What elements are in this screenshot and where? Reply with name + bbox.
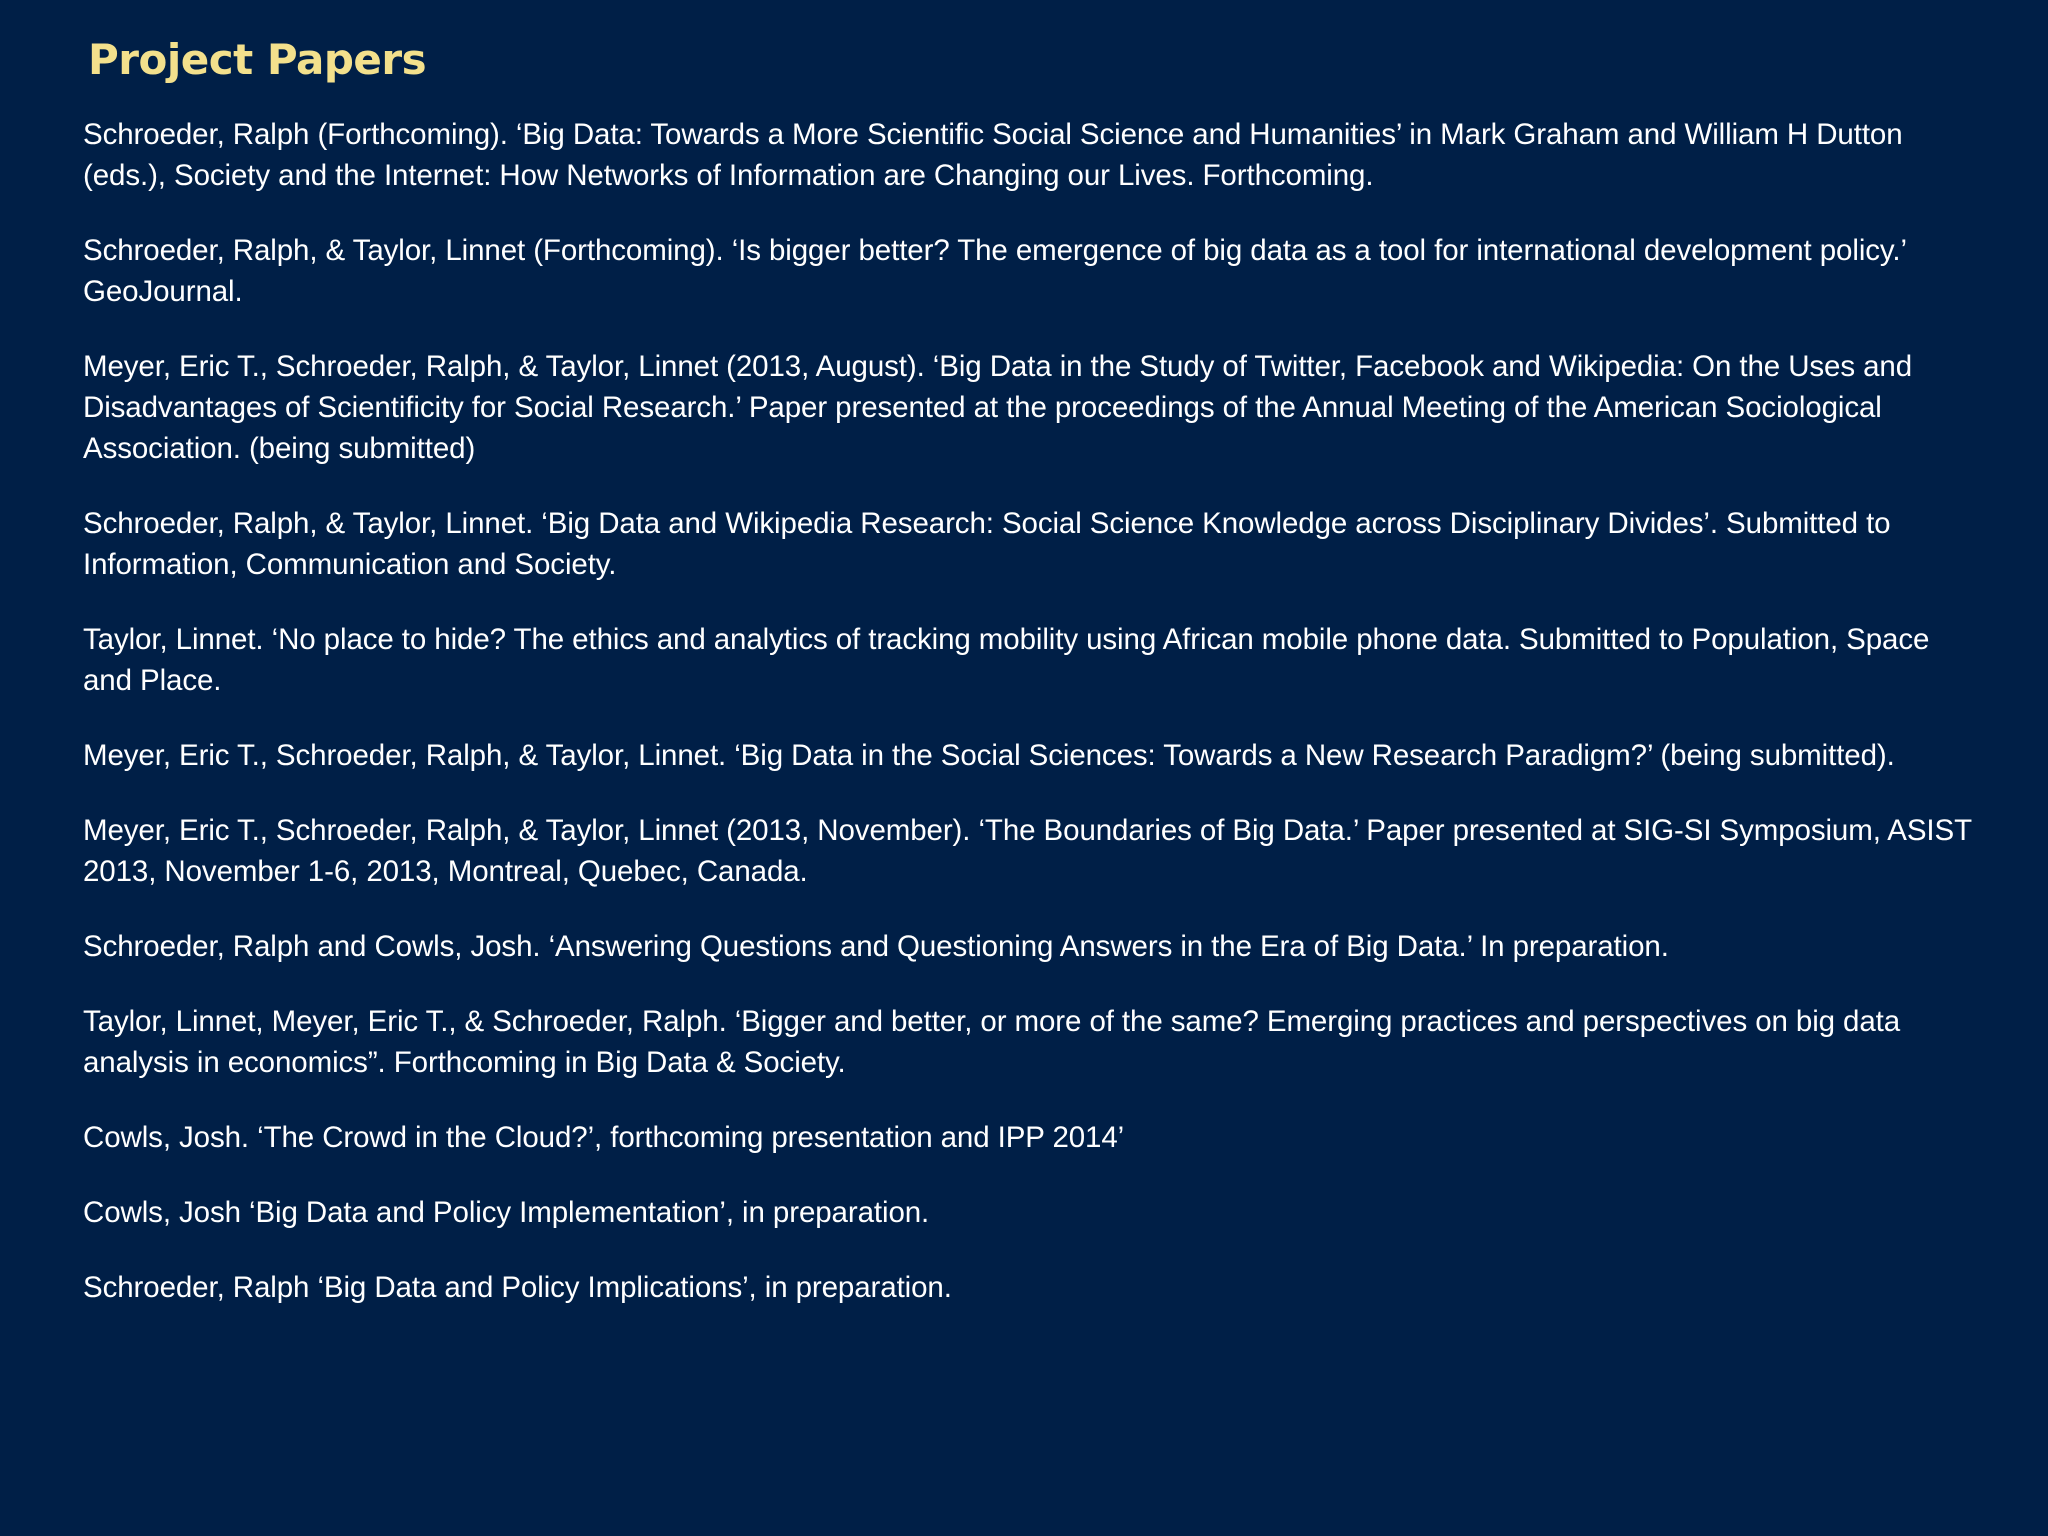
paper-item: Schroeder, Ralph, & Taylor, Linnet. ‘Big Data and Wikipedia Research: Social Science Knowledge across Disciplinary Divides’. Submitted to Information, Communication and Society. <box>83 507 1891 581</box>
paper-item: Taylor, Linnet, Meyer, Eric T., & Schroeder, Ralph. ‘Bigger and better, or more of the same? Emerging practices and perspectives on big data analysis in economics”. Forthcoming in Big Data & Society. <box>83 1005 1901 1079</box>
paper-item: Cowls, Josh. ‘The Crowd in the Cloud?’, forthcoming presentation and IPP 2014’ <box>83 1121 1125 1154</box>
paper-item: Meyer, Eric T., Schroeder, Ralph, & Taylor, Linnet (2013, November). ‘The Boundaries of Big Data.’ Paper presented at SIG-SI Symposium, ASIST 2013, November 1-6, 2013, Montreal, Quebec, Canada. <box>83 814 1972 888</box>
paper-item: Meyer, Eric T., Schroeder, Ralph, & Taylor, Linnet. ‘Big Data in the Social Sciences: Towards a New Research Paradigm?’ (being submitted). <box>83 739 1895 772</box>
paper-item: Cowls, Josh ‘Big Data and Policy Implementation’, in preparation. <box>83 1196 930 1229</box>
paper-item: Taylor, Linnet. ‘No place to hide? The ethics and analytics of tracking mobility using African mobile phone data. Submitted to Population, Space and Place. <box>83 623 1930 697</box>
slide-title: Project Papers <box>88 35 427 84</box>
paper-item: Schroeder, Ralph (Forthcoming). ‘Big Data: Towards a More Scientific Social Science and Humanities’ in Mark Graham and William H Dutton (eds.), Society and the Internet: How Networks of Information are Changing our Lives. Forthcoming. <box>83 118 1903 192</box>
paper-item: Meyer, Eric T., Schroeder, Ralph, & Taylor, Linnet (2013, August). ‘Big Data in the Study of Twitter, Facebook and Wikipedia: On the Uses and Disadvantages of Scientificity for Social Research.’ Paper presented at the proceedings of the Annual Meeting of the American Sociological Association. (being submitted) <box>83 350 1913 465</box>
paper-item: Schroeder, Ralph, & Taylor, Linnet (Forthcoming). ‘Is bigger better? The emergence of big data as a tool for international development policy.’ GeoJournal. <box>83 234 1906 308</box>
paper-item: Schroeder, Ralph ‘Big Data and Policy Implications’, in preparation. <box>83 1271 952 1304</box>
paper-item: Schroeder, Ralph and Cowls, Josh. ‘Answering Questions and Questioning Answers in the Era of Big Data.’ In preparation. <box>83 930 1669 963</box>
paper-list <box>83 114 1983 1342</box>
